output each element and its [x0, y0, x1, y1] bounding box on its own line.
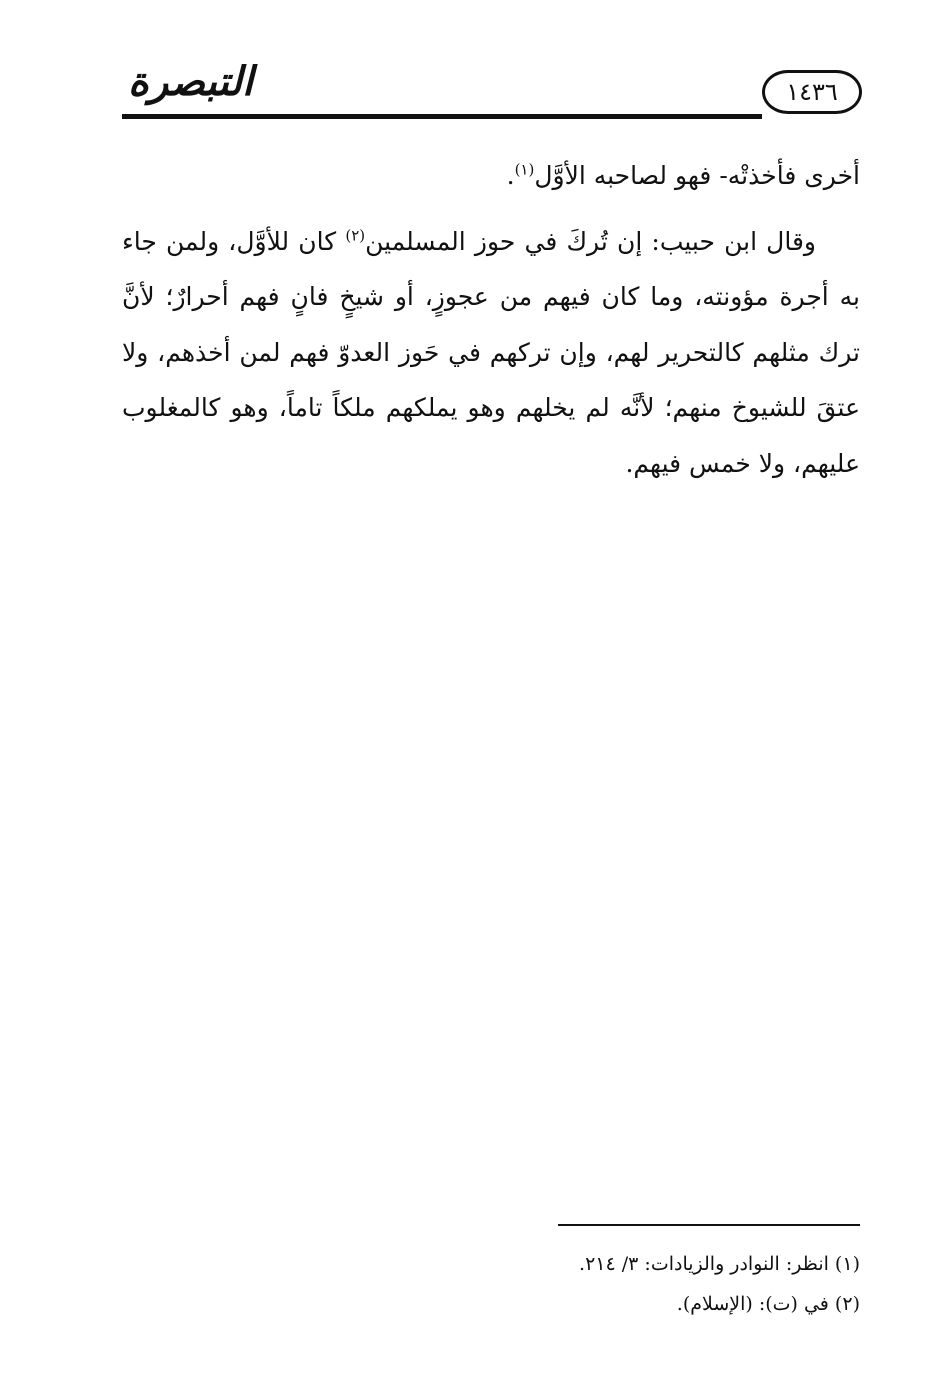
- header-rule: [122, 114, 762, 119]
- paragraph-1: [122, 148, 860, 204]
- paragraph-2-text-a: وقال ابن حبيب: إن تُركَ في حوز المسلمين: [365, 226, 816, 256]
- footnote-ref-2: (٢): [345, 226, 366, 245]
- page-number-badge: [762, 70, 862, 114]
- paragraph-2-text-b: كان للأوَّل، ولمن جاء به أجرة مؤونته، وما كان فيهم من عجوزٍ، أو شيخٍ فانٍ فهم أحرارٌ؛ لأنَّ ترك مثلهم كالتحرير لهم، وإن تركهم في حَوز العدوّ فهم لمن أخذهم، ولا عتقَ للشيوخ منهم؛ لأنَّه لم يخلهم وهو يملكهم ملكاً تاماً، وهو كالمغلوب عليهم، ولا خمس فيهم.: [122, 226, 860, 478]
- footnote-ref-1: (١): [514, 160, 535, 179]
- page-number: ١٤٣٦: [786, 78, 838, 106]
- paragraph-2: [122, 214, 860, 492]
- book-title: التبصرة: [128, 59, 254, 105]
- page-header: [122, 48, 862, 128]
- footnote-1: (١) انظر: النوادر والزيادات: ٣/ ٢١٤.: [579, 1253, 860, 1275]
- footnotes: [400, 1244, 860, 1324]
- footnote-2: (٢) في (ت): (الإسلام).: [676, 1293, 860, 1315]
- footnote-separator: [558, 1224, 860, 1226]
- paragraph-1-end: .: [506, 161, 515, 190]
- body-text: [122, 148, 860, 491]
- paragraph-1-text: أخرى فأخذتْه- فهو لصاحبه الأوَّل: [534, 161, 860, 190]
